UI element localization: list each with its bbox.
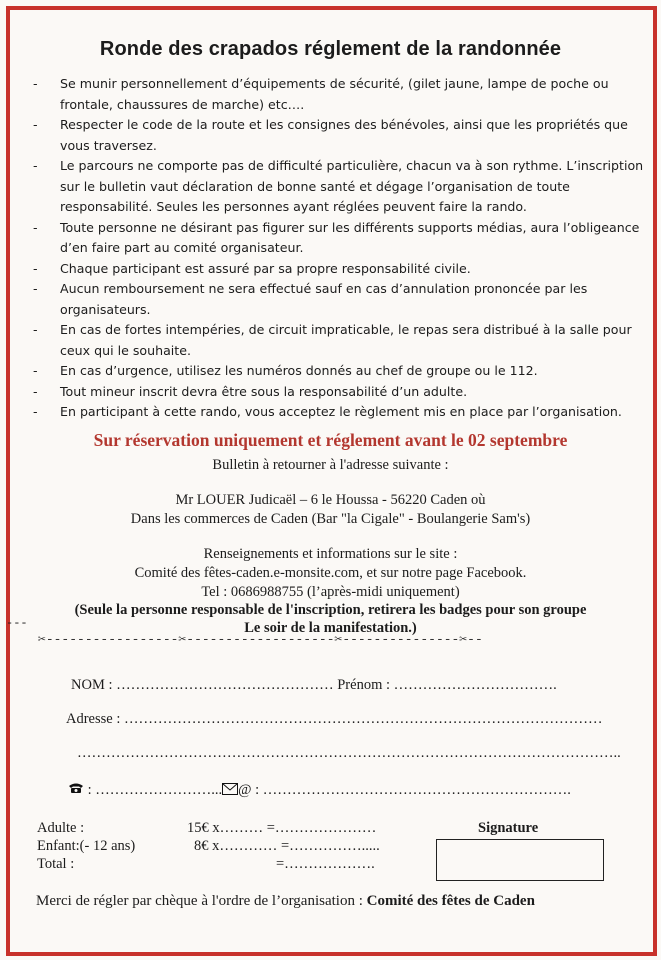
bulletin-instruction: Bulletin à retourner à l'adresse suivante : <box>212 457 449 473</box>
adult-label: Adulte : <box>37 820 85 836</box>
bullet-dash: - <box>33 404 38 419</box>
child-price-field[interactable]: 8€ x………… =……………..... <box>194 838 380 854</box>
rule-item <box>33 156 648 218</box>
rule-line: organisateurs. <box>60 301 151 317</box>
envelope-icon <box>222 783 238 795</box>
name-field[interactable]: NOM : ……………………………………… Prénom : ……………………………. <box>71 677 557 693</box>
total-label: Total : <box>37 856 75 872</box>
info-heading: Renseignements et informations sur le site : <box>203 546 458 562</box>
rule-line: Respecter le code de la route et les consignes des bénévoles, ainsi que les propriétés que <box>60 117 628 132</box>
rule-line: frontale, chaussures de marche) etc…. <box>60 96 305 112</box>
website-info: Comité des fêtes-caden.e-monsite.com, et sur notre page Facebook. <box>134 565 527 581</box>
email-dots: @ : ………………………………………………………. <box>238 782 571 798</box>
rule-line: Chaque participant est assuré par sa propre responsabilité civile. <box>60 260 471 276</box>
bullet-dash: - <box>33 158 38 173</box>
payment-text: Merci de régler par chèque à l'ordre de l’organisation : <box>36 893 367 909</box>
telephone-info: Tel : 0686988755 (l’après-midi uniquement) <box>201 584 460 600</box>
rule-line: En cas de fortes intempéries, de circuit impraticable, le repas sera distribué à la salle pour <box>60 322 632 337</box>
adult-price-field[interactable]: 15€ x……… =………………… <box>187 820 377 836</box>
rule-line: Aucun remboursement ne sera effectué sauf en cas d’annulation prononcée par les <box>60 281 588 296</box>
side-marks: --- <box>6 616 28 630</box>
payment-organization: Comité des fêtes de Caden <box>366 893 535 909</box>
badge-note-1: (Seule la personne responsable de l'inscription, retirera les badges pour son groupe <box>74 602 587 618</box>
phone-dots: : ……………………... <box>84 782 223 798</box>
rule-item <box>33 279 648 320</box>
signature-label: Signature <box>478 820 539 836</box>
rule-line: sur le bulletin vaut déclaration de bonne santé et dégage l’organisation de toute <box>60 178 570 194</box>
rule-line: ceux qui le souhaite. <box>60 342 191 358</box>
rule-line: En participant à cette rando, vous acceptez le règlement mis en place par l’organisation. <box>60 404 622 419</box>
bullet-dash: - <box>33 281 38 296</box>
child-label: Enfant:(- 12 ans) <box>37 838 136 854</box>
rule-item <box>33 382 648 403</box>
rule-item <box>33 320 648 361</box>
rule-line: vous traversez. <box>60 137 157 153</box>
bullet-dash: - <box>33 383 38 399</box>
telephone-icon <box>68 782 84 794</box>
rule-item <box>33 74 648 115</box>
bullet-dash: - <box>33 76 38 91</box>
rule-line: d’en faire part au comité organisateur. <box>60 240 304 255</box>
scissors-cut-line: ✂-----------------✂-------------------✂---------------✂-- <box>38 632 483 647</box>
reservation-notice: Sur réservation uniquement et réglement avant le 02 septembre <box>93 430 568 450</box>
rule-item <box>33 361 648 382</box>
total-field[interactable]: =………………. <box>276 856 375 872</box>
rule-item <box>33 115 648 156</box>
signature-box[interactable] <box>436 839 604 881</box>
address-field[interactable]: Adresse : ……………………………………………………………………………………… <box>66 711 603 727</box>
address-field-line2[interactable]: ………………………………………………………………………………………………….. <box>77 745 621 761</box>
rules-list <box>33 74 648 423</box>
badge-note-2: Le soir de la manifestation.) <box>244 620 417 636</box>
rule-item <box>33 218 648 259</box>
bullet-dash: - <box>33 117 38 132</box>
bullet-dash: - <box>33 363 38 378</box>
payment-instruction <box>36 893 535 910</box>
bullet-dash: - <box>33 219 38 235</box>
rule-line: Toute personne ne désirant pas figurer sur les différents supports médias, aura l’obligeance <box>60 219 640 235</box>
rule-line: Le parcours ne comporte pas de difficulté particulière, chacun va à son rythme. L’inscription <box>60 158 644 173</box>
contact-field[interactable] <box>68 782 571 799</box>
rule-item <box>33 259 648 280</box>
bullet-dash: - <box>33 322 38 337</box>
rule-item <box>33 402 648 423</box>
rule-line: responsabilité. Seules les personnes ayant réglées peuvent faire la rando. <box>60 199 527 214</box>
rule-line: En cas d’urgence, utilisez les numéros donnés au chef de groupe ou le 112. <box>60 363 538 378</box>
shops-info: Dans les commerces de Caden (Bar "la Cigale" - Boulangerie Sam's) <box>130 511 531 527</box>
organizer-address: Mr LOUER Judicaël – 6 le Houssa - 56220 Caden où <box>175 492 486 508</box>
rule-line: Tout mineur inscrit devra être sous la responsabilité d’un adulte. <box>60 383 468 399</box>
rule-line: Se munir personnellement d’équipements de sécurité, (gilet jaune, lampe de poche ou <box>60 76 609 91</box>
page-title: Ronde des crapados réglement de la randonnée <box>99 38 562 60</box>
bullet-dash: - <box>33 260 38 276</box>
